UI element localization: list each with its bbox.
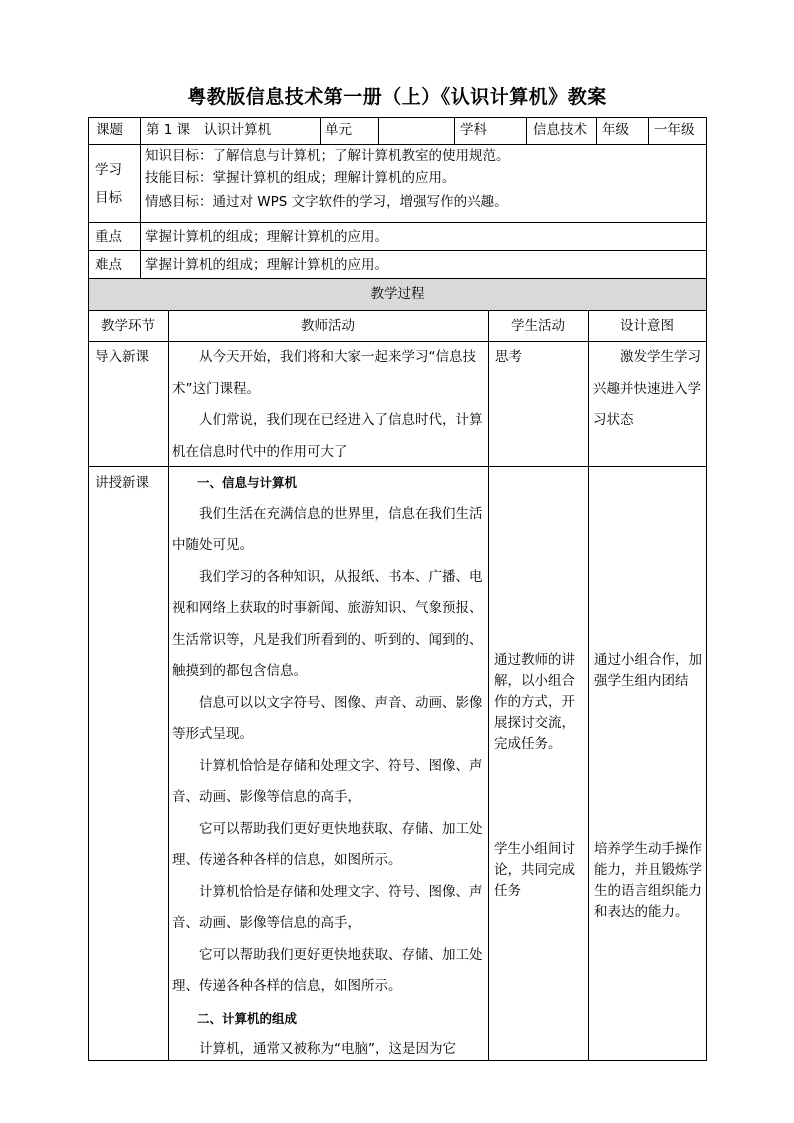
row-line — [88, 144, 707, 145]
goals-label-line1: 学习 — [95, 162, 122, 178]
goal-skill: 技能目标：掌握计算机的组成；理解计算机的应用。 — [145, 170, 456, 186]
lesson-label: 课题 — [96, 122, 123, 138]
lecture-teacher — [172, 467, 484, 1066]
key-point-label: 重点 — [95, 229, 122, 245]
grade-label: 年级 — [602, 122, 629, 138]
lecture-student-2: 学生小组间讨论，共同完成任务 — [494, 841, 575, 899]
column-teacher: 教师活动 — [301, 318, 355, 334]
lecture-design-2: 培养学生动手操作能力，并且锻炼学生的语言组织能力和表达的能力。 — [594, 841, 702, 920]
col-line — [140, 144, 141, 278]
subject-value: 信息技术 — [533, 122, 587, 138]
lecture-p1: 我们生活在充满信息的世界里，信息在我们生活中随处可见。 — [172, 505, 483, 553]
difficulty-text: 掌握计算机的组成；理解计算机的应用。 — [145, 257, 388, 273]
lecture-p2: 我们学习的各种知识，从报纸、书本、广播、电视和网络上获取的时事新闻、旅游知识、气象预报、生活常识等，凡是我们所看到的、听到的、闻到的、触摸到的都包含信息。 — [172, 568, 483, 679]
key-point-text: 掌握计算机的组成；理解计算机的应用。 — [145, 229, 388, 245]
col-line — [168, 310, 169, 1061]
lecture-heading-2: 二、计算机的组成 — [197, 1010, 298, 1026]
lecture-p5: 它可以帮助我们更好更快地获取、存储、加工处理、传递各种各样的信息，如图所示。 — [172, 820, 483, 868]
col-line — [320, 117, 321, 144]
intro-teacher-p2: 人们常说，我们现在已经进入了信息时代，计算机在信息时代中的作用可大了 — [172, 412, 483, 460]
goal-emotion: 情感目标：通过对 WPS 文字软件的学习，增强写作的兴趣。 — [145, 194, 508, 210]
lecture-student-1: 通过教师的讲解，以小组合作的方式，开展探讨交流，完成任务。 — [494, 652, 575, 752]
col-line — [488, 310, 489, 1061]
intro-student: 思考 — [495, 349, 522, 365]
goals-label-line2: 目标 — [95, 190, 122, 206]
col-line — [140, 117, 141, 144]
lecture-stage: 讲授新课 — [95, 475, 149, 491]
lesson-value: 第 1 课 认识计算机 — [146, 122, 272, 138]
row-line — [88, 310, 707, 311]
intro-teacher-p1: 从今天开始，我们将和大家一起来学习“信息技术”这门课程。 — [172, 349, 476, 397]
lecture-heading-1: 一、信息与计算机 — [197, 475, 298, 490]
goal-knowledge: 知识目标：了解信息与计算机；了解计算机教室的使用规范。 — [145, 148, 510, 164]
intro-design — [593, 342, 703, 437]
col-line — [648, 117, 649, 144]
column-design: 设计意图 — [620, 318, 674, 334]
difficulty-label: 难点 — [95, 257, 122, 273]
lecture-p4: 计算机恰恰是存储和处理文字、符号、图像、声音、动画、影像等信息的高手， — [172, 757, 483, 805]
column-student: 学生活动 — [511, 318, 565, 334]
lesson-plan-table — [88, 117, 707, 1061]
intro-teacher — [172, 342, 484, 468]
unit-label: 单元 — [325, 122, 352, 138]
grade-value: 一年级 — [654, 122, 695, 138]
lecture-p8: 计算机，通常又被称为“电脑”，这是因为它 — [199, 1041, 456, 1057]
lecture-p7: 它可以帮助我们更好更快地获取、存储、加工处理、传递各种各样的信息，如图所示。 — [172, 946, 483, 994]
col-line — [588, 310, 589, 1061]
row-line — [88, 250, 707, 251]
col-line — [454, 117, 455, 144]
lecture-p3: 信息可以以文字符号、图像、声音、动画、影像等形式呈现。 — [172, 694, 483, 742]
page-title: 粤教版信息技术第一册（上）《认识计算机》教案 — [187, 86, 607, 108]
row-line — [88, 222, 707, 223]
column-stage: 教学环节 — [101, 318, 155, 334]
col-line — [596, 117, 597, 144]
intro-design-text: 激发学生学习兴趣并快速进入学习状态 — [593, 349, 701, 428]
process-title: 教学过程 — [370, 286, 425, 302]
border-right — [706, 117, 707, 1061]
lecture-p6: 计算机恰恰是存储和处理文字、符号、图像、声音、动画、影像等信息的高手， — [172, 883, 483, 931]
subject-label: 学科 — [460, 122, 487, 138]
col-line — [526, 117, 527, 144]
intro-stage: 导入新课 — [95, 349, 149, 365]
border-left — [88, 117, 89, 1061]
border-top — [88, 117, 707, 118]
col-line — [378, 117, 379, 144]
row-line — [88, 278, 707, 279]
lecture-design-1: 通过小组合作，加强学生组内团结 — [594, 652, 702, 689]
